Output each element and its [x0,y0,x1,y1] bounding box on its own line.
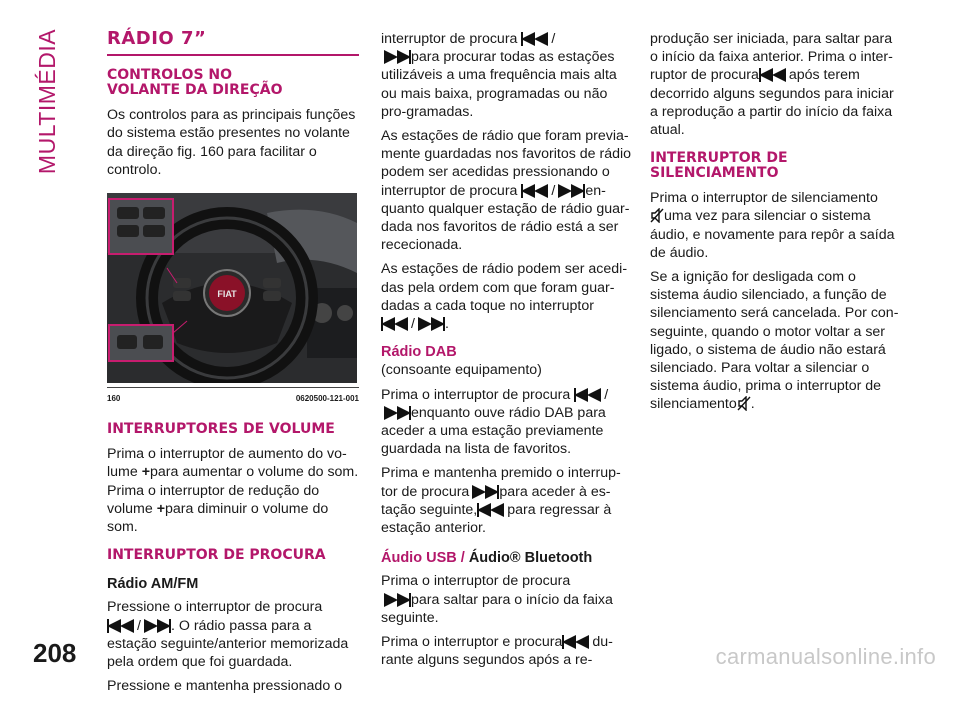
section-title-volume: INTERRUPTORES DE VOLUME [107,421,335,438]
page-number: 208 [33,638,77,668]
seek-forward-icon [141,619,171,633]
figure-number: 160 [107,394,121,404]
text: / [551,31,556,47]
steering-wheel-illustration [107,193,357,383]
text: du-rante alguns segundos após a re- [381,634,613,669]
watermark: carmanualsonline.info [715,644,936,669]
text: Pressione o interruptor de procura [107,599,323,616]
text: / [411,316,415,333]
figure-caption [107,387,359,408]
text: . [444,316,449,333]
column-1 [107,30,359,701]
section-title-mute [650,151,900,181]
seek-backward-icon [107,619,137,633]
paragraph: Os controlos para as principais funções do sistema estão presentes no volante da direção fig. 160 para facilitar o controlo. [107,107,356,178]
text: Prima e mantenha premido o interrup-tor de procura [381,465,621,500]
text: produção ser iniciada, para saltar para o início da faixa anterior. Prima o inter-ruptor de procura [650,31,893,84]
text: As estações de rádio podem ser acedi-das pela ordem com que foram guar-dadas a cada toque no interruptor [381,261,628,314]
text: enquanto ouve rádio DAB para aceder a uma estação previamente guardada na lista de favoritos. [381,404,606,458]
text: . O rádio passa para a estação seguinte/anterior memorizada pela ordem que foi guardada. [107,617,349,671]
seek-backward-icon [381,317,411,331]
paragraph [107,445,359,536]
paragraph [650,30,900,139]
text: uma vez para silenciar o sistema áudio, e novamente para repôr a saída de áudio. [650,208,895,261]
text: As estações de rádio que foram previa-mente guardadas nos favoritos de rádio podem ser acedidas pressionando o interruptor de procura [381,128,632,199]
seek-backward-icon [521,32,551,46]
text: . [750,396,755,413]
subsection-title-dab: Rádio DAB [381,344,457,361]
seek-backward-icon [562,635,592,649]
seek-backward-icon [574,388,604,402]
text: / [137,617,141,634]
text: para procurar todas as estações utilizáveis a uma frequência mais alta ou mais baixa, programadas ou não pro-gramadas. [381,49,617,120]
seek-forward-icon [381,50,411,64]
section-title-line: SILENCIAMENTO [650,165,779,182]
seek-forward-icon [415,317,445,331]
mute-icon [650,208,664,223]
paragraph [381,572,631,627]
text: para diminuir o volume do som. [107,500,329,536]
seek-forward-icon [381,593,411,607]
text: Áudio® Bluetooth [468,550,593,567]
page-title: RÁDIO 7” [107,30,359,56]
text: / [604,386,609,403]
paragraph: Pressione e mantenha pressionado o [107,678,343,695]
paragraph [381,260,631,333]
text: en-quanto qualquer estação de rádio guar-dada nos favoritos de rádio está a ser rececionada. [381,182,630,254]
subsection-title-am-fm: Rádio AM/FM [107,576,199,593]
text: Prima o interruptor de silenciamento [650,190,878,207]
paragraph [107,598,359,671]
paragraph [381,127,631,254]
fiat-logo: FIAT [217,289,237,300]
seek-backward-icon [521,184,551,198]
section-title-line: INTERRUPTOR DE [650,150,788,167]
text: Prima o interruptor de procura [381,573,571,590]
text: para aceder à es-tação seguinte, [381,483,611,518]
steering-wheel-figure [107,193,357,383]
section-title-steering-controls [107,68,359,98]
subsection-title-usb-bluetooth [381,549,631,567]
text: / [551,182,556,199]
text: Prima o interruptor de procura [381,386,571,403]
section-title-line: CONTROLOS NO [107,67,233,84]
dab-note: (consoante equipamento) [381,362,542,379]
column-2 [381,30,631,676]
paragraph [381,464,631,537]
mute-icon [737,396,751,411]
text: Prima o interruptor e procura [381,634,563,651]
paragraph [381,386,631,459]
paragraph [650,189,900,262]
section-title-seek: INTERRUPTOR DE PROCURA [107,547,326,564]
seek-forward-icon [381,406,411,420]
section-title-line: VOLANTE DA DIREÇÃO [107,82,283,99]
plus-icon: + [156,500,165,517]
text: Se a ignição for desligada com o sistema áudio silenciado, a função de silenciamento será cancelada. Por con-seguinte, quando o motor voltar a ser ligado, o sistema de áudio não estará silenciado. Para voltar a silenciar o sistema áudio, prima o interruptor de silenciamento [650,269,899,413]
text: Áudio USB / [381,550,469,567]
column-3 [650,30,900,420]
figure-code: 0620500-121-001 [295,394,359,404]
plus-icon: + [141,464,150,481]
paragraph [381,633,631,669]
paragraph [381,30,631,121]
seek-forward-icon [555,184,585,198]
paragraph [650,268,900,414]
side-section-title [28,26,68,176]
text: para saltar para o início da faixa seguinte. [381,591,613,626]
text: após terem decorrido alguns segundos para iniciar a reprodução a partir do início da faixa atual. [650,67,894,139]
text: interruptor de procura [381,31,518,47]
seek-backward-icon [759,68,789,82]
side-section-label: MULTIMÉDIA [34,28,61,174]
text: Prima o interruptor de aumento do vo-lume [107,446,347,481]
seek-backward-icon [477,503,507,517]
text: para regressar à estação anterior. [381,501,612,537]
text: para aumentar o volume do som. Prima o interruptor de redução do volume [107,464,359,517]
seek-forward-icon [469,485,499,499]
